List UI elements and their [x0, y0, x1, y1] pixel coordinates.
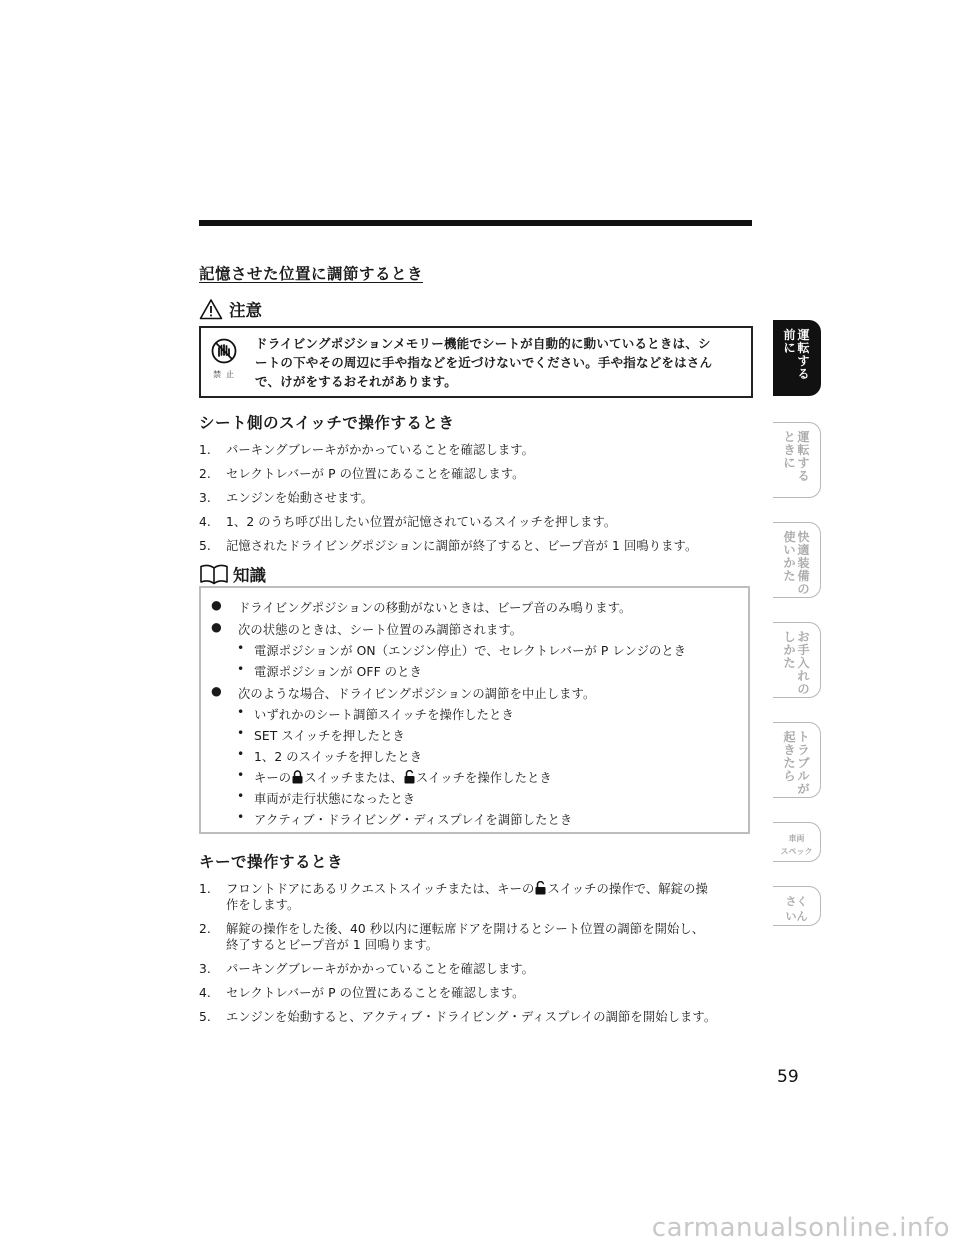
sub-list-item: • 電源ポジションが ON（エンジン停止）で、セレクトレバーが P レンジのとき [237, 641, 687, 658]
key-operation-steps [199, 881, 754, 1033]
tab-label-char: に [783, 341, 796, 355]
tab-label-char: か [783, 643, 796, 657]
side-tab-index[interactable] [773, 886, 821, 926]
page-number: 59 [777, 1067, 799, 1087]
tab-label-char: 手 [797, 643, 810, 657]
tab-label-char: 装 [797, 556, 810, 570]
tab-label-char: る [797, 469, 810, 483]
tab-label-char: 転 [797, 443, 810, 457]
tab-label-char: 入 [797, 656, 810, 670]
tab-label-char: と [783, 430, 796, 444]
tab-label-col [783, 631, 795, 697]
tab-label-row: いん [785, 910, 808, 923]
caution-line: ドライビングポジションメモリー機能でシートが自動的に動いているときは、シ [255, 336, 711, 351]
step-item: 3. エンジンを始動させます。 [199, 491, 374, 505]
list-item: ● 次の状態のときは、シート位置のみ調節されます。 [211, 620, 523, 637]
prohibited-mark [209, 338, 239, 380]
tab-label-char: る [797, 367, 810, 381]
tab-label-char: 適 [797, 543, 810, 557]
tab-label-char: ル [797, 769, 810, 783]
tab-label-col [783, 431, 795, 497]
tab-label-col [798, 329, 810, 395]
unlock-icon [535, 881, 546, 895]
tab-label-char: た [783, 656, 796, 670]
section-title-key-operation: キーで操作するとき [199, 853, 344, 871]
sub-list-item: • いずれかのシート調節スイッチを操作したとき [237, 705, 514, 722]
tab-label-col [798, 631, 810, 697]
tab-label-char: た [783, 569, 796, 583]
list-item: ● 次のような場合、ドライビングポジションの調節を中止します。 [211, 684, 596, 701]
tab-label-col [798, 431, 810, 497]
tab-label-row: 車両 [788, 834, 805, 843]
sub-list-item: • SET スイッチを押したとき [237, 726, 405, 743]
knowledge-box [199, 586, 750, 834]
tab-label-char: き [783, 743, 796, 757]
sub-list-item: • 車両が走行状態になったとき [237, 789, 416, 806]
tab-label-char: れ [797, 669, 810, 683]
step-item: 4. 1、2 のうち呼び出したい位置が記憶されているスイッチを押します。 [199, 515, 617, 529]
step-item: 4. セレクトレバーが P の位置にあることを確認します。 [199, 986, 525, 1000]
tab-label-char: か [783, 556, 796, 570]
caution-box [199, 326, 753, 398]
side-tab-specifications[interactable] [773, 822, 821, 862]
caution-title: 注意 [229, 301, 262, 320]
step-item: 3. パーキングブレーキがかかっていることを確認します。 [199, 962, 535, 976]
side-tab-troubleshooting[interactable] [773, 722, 821, 798]
tab-label-char: ブ [797, 756, 810, 770]
tab-label-char: 起 [783, 730, 796, 744]
tab-label-char: 運 [797, 328, 810, 342]
caution-line: で、けがをするおそれがあります。 [255, 374, 457, 389]
tab-label-char: が [797, 782, 810, 796]
lock-icon [292, 770, 303, 784]
tab-label-col [798, 731, 810, 797]
step-item: 5. エンジンを始動すると、アクティブ・ドライビング・ディスプレイの調節を開始します。 [199, 1010, 717, 1024]
tab-label-row: スペック [780, 847, 813, 856]
tab-label-char: 転 [797, 341, 810, 355]
tab-label-char: 運 [797, 430, 810, 444]
tab-label-char: た [783, 756, 796, 770]
tab-label-char: し [783, 630, 796, 644]
section-title-seat-switch: シート側のスイッチで操作するとき [199, 414, 455, 432]
step-item: 1. パーキングブレーキがかかっていることを確認します。 [199, 443, 535, 457]
tab-label-char: ラ [797, 743, 810, 757]
open-book-icon [199, 563, 229, 585]
tab-label-row: さく [785, 895, 808, 908]
side-tab-while-driving[interactable] [773, 422, 821, 498]
sub-list-item: • 電源ポジションが OFF のとき [237, 662, 422, 679]
watermark: carmanualsonline.info [651, 1213, 950, 1243]
tab-label-char: す [797, 456, 810, 470]
tab-label-char: 使 [783, 530, 796, 544]
tab-label-char: の [797, 582, 810, 596]
tab-label-col [798, 531, 810, 597]
tab-label-char: 快 [797, 530, 810, 544]
tab-label-char: に [783, 456, 796, 470]
sub-list-item: • 1、2 のスイッチを押したとき [237, 747, 423, 764]
tab-label-char: 備 [797, 569, 810, 583]
tab-label-col [783, 329, 795, 395]
warning-triangle-icon [199, 298, 223, 320]
seat-switch-steps [199, 442, 754, 562]
tab-label-col [783, 731, 795, 797]
step-item: 2. 解錠の操作をした後、40 秒以内に運転席ドアを開けるとシート位置の調節を開始し、 終了するとビープ音が 1 回鳴ります。 [199, 922, 705, 952]
section-title-memory: 記憶させた位置に調節するとき [199, 265, 424, 283]
tab-label-char: い [783, 543, 796, 557]
step-item: 1. フロントドアにあるリクエストスイッチまたは、キーの スイッチの操作で、解錠の操 作をします。 [199, 882, 708, 912]
side-tab-before-driving[interactable] [773, 320, 821, 396]
sub-list-item: • アクティブ・ドライビング・ディスプレイを調節したとき [237, 810, 573, 827]
knowledge-heading [199, 562, 266, 586]
sub-list-item: • キーの スイッチまたは、 スイッチを操作したとき [237, 768, 552, 785]
prohibited-hand-icon [211, 338, 237, 364]
step-item: 2. セレクトレバーが P の位置にあることを確認します。 [199, 467, 525, 481]
side-tab-comfort-features[interactable] [773, 522, 821, 598]
tab-label-char: ト [797, 730, 810, 744]
tab-label-char: お [797, 630, 810, 644]
caution-heading [199, 297, 262, 321]
tab-label-col [783, 531, 795, 597]
tab-label-char: ら [783, 769, 796, 783]
list-item: ● ドライビングポジションの移動がないときは、ビープ音のみ鳴ります。 [211, 598, 632, 615]
caution-line: ートの下やその周辺に手や指などを近づけないでください。手や指などをはさん [255, 355, 713, 370]
caution-text [255, 334, 741, 391]
tab-label-char: す [797, 354, 810, 368]
unlock-icon [404, 770, 415, 784]
tab-label-char: き [783, 443, 796, 457]
step-item: 5. 記憶されたドライビングポジションに調節が終了すると、ビープ音が 1 回鳴ります。 [199, 539, 698, 553]
knowledge-title: 知識 [233, 566, 266, 585]
tab-label-char: 前 [783, 328, 796, 342]
side-tab-maintenance[interactable] [773, 622, 821, 698]
top-rule [199, 220, 752, 226]
tab-label-char: の [797, 682, 810, 696]
prohibited-label: 禁止 [213, 370, 239, 379]
